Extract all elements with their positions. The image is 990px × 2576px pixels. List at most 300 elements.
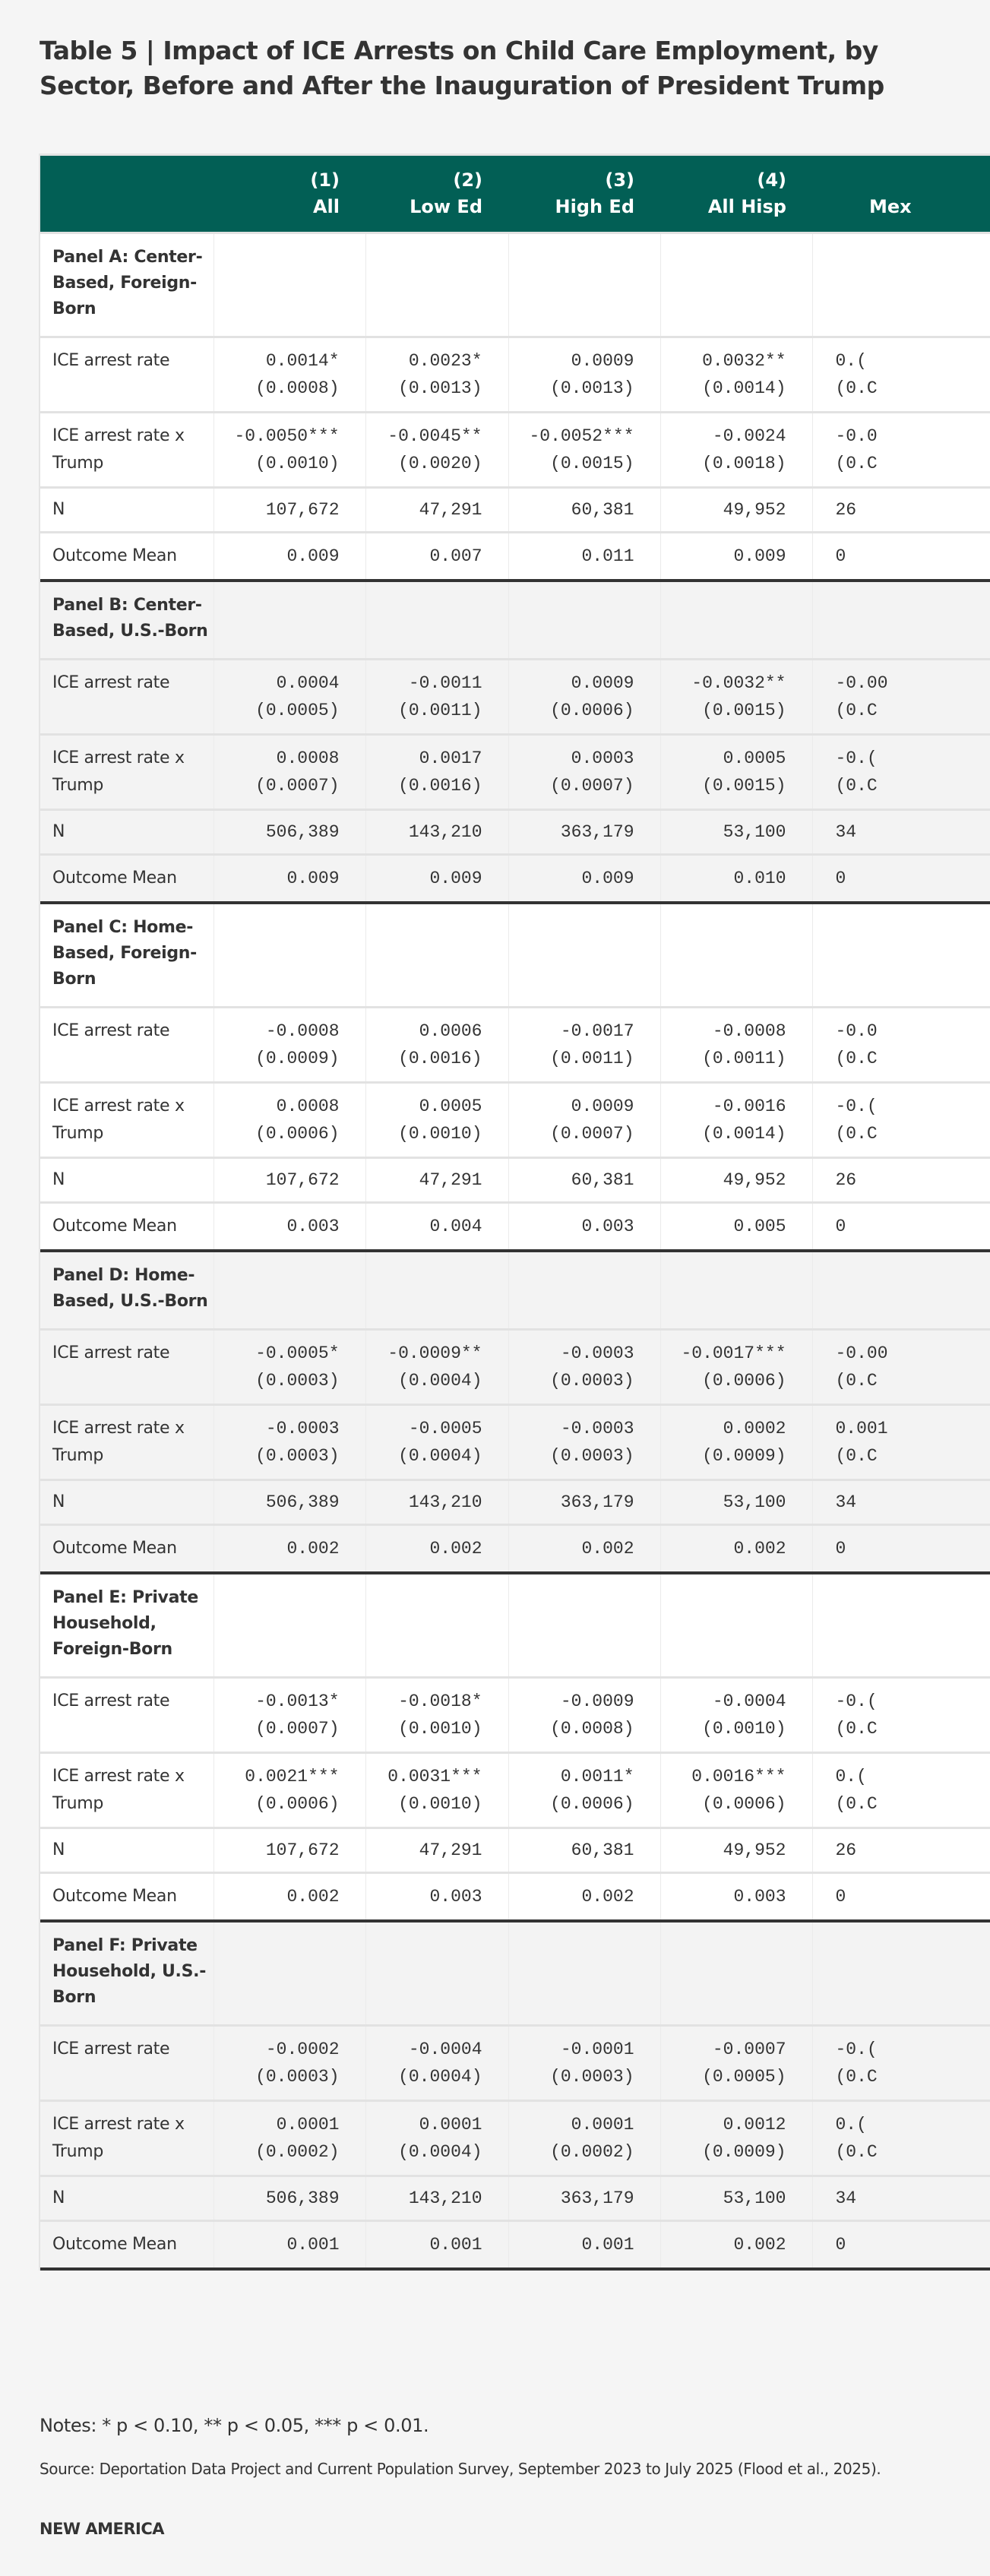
- outcome-mean-cell: 0.009: [508, 855, 660, 903]
- coefficient-value: 0.0002: [723, 1419, 786, 1438]
- table-row-ice-trump: [40, 1405, 990, 1480]
- empty-cell: [660, 581, 812, 660]
- coefficient-cell: [213, 1753, 365, 1828]
- outcome-mean-cell: 0: [812, 1203, 990, 1252]
- standard-error-value: (0.0003): [255, 1371, 340, 1391]
- row-label: ICE arrest rate x Trump: [40, 1083, 213, 1158]
- standard-error-value: (0.0009): [255, 1049, 340, 1068]
- coefficient-value: -0.0008: [265, 1021, 340, 1041]
- coefficient-cell: [213, 337, 365, 413]
- standard-error-value: (0.0016): [398, 1049, 482, 1068]
- sample-size-cell: 363,179: [508, 1480, 660, 1525]
- sample-size-cell: 26: [812, 1158, 990, 1203]
- outcome-mean-cell: 0.003: [365, 1873, 508, 1922]
- coefficient-value: -0.0003: [265, 1419, 340, 1438]
- standard-error-value: (0.0003): [255, 1446, 340, 1466]
- coefficient-value: 0.0023*: [408, 351, 482, 371]
- coefficient-value: 0.(: [835, 351, 867, 371]
- coefficient-value: -0.0005*: [255, 1343, 340, 1363]
- coefficient-value: -0.0009**: [387, 1343, 482, 1363]
- coefficient-value: 0.0031***: [387, 1767, 482, 1786]
- coefficient-value: 0.0021***: [245, 1767, 340, 1786]
- coefficient-cell: [365, 2026, 508, 2101]
- empty-cell: [508, 1921, 660, 2026]
- empty-cell: [365, 1251, 508, 1330]
- empty-cell: [213, 1573, 365, 1678]
- standard-error-value: (0.0002): [550, 2142, 634, 2162]
- coefficient-cell: [508, 1678, 660, 1753]
- outcome-mean-cell: 0.002: [660, 1525, 812, 1574]
- outcome-mean-cell: 0.003: [660, 1873, 812, 1922]
- standard-error-value: (0.0010): [702, 1719, 786, 1739]
- panel-header-row: [40, 1921, 990, 2026]
- coefficient-value: -0.(: [835, 1097, 878, 1116]
- row-label: ICE arrest rate x Trump: [40, 413, 213, 488]
- standard-error-value: (0.C: [835, 1371, 878, 1391]
- results-table-container[interactable]: [39, 153, 912, 2271]
- standard-error-value: (0.0006): [702, 1371, 786, 1391]
- coefficient-cell: [812, 1083, 990, 1158]
- table-row-ice: [40, 2026, 990, 2101]
- outcome-mean-cell: 0: [812, 1873, 990, 1922]
- empty-cell: [508, 581, 660, 660]
- standard-error-value: (0.C: [835, 776, 878, 796]
- row-label: ICE arrest rate: [40, 337, 213, 413]
- coefficient-cell: [660, 337, 812, 413]
- coefficient-cell: [812, 1405, 990, 1480]
- coefficient-cell: [213, 660, 365, 735]
- table-row-n: [40, 1480, 990, 1525]
- coefficient-value: -0.00: [835, 1343, 888, 1363]
- sample-size-cell: 60,381: [508, 488, 660, 533]
- sample-size-cell: 363,179: [508, 810, 660, 855]
- coefficient-value: -0.0016: [712, 1097, 786, 1116]
- coefficient-value: 0.0016***: [691, 1767, 786, 1786]
- coefficient-cell: [213, 2101, 365, 2176]
- outcome-mean-cell: 0: [812, 1525, 990, 1574]
- coefficient-cell: [812, 735, 990, 810]
- standard-error-value: (0.0004): [398, 2142, 482, 2162]
- table-row-n: [40, 488, 990, 533]
- standard-error-value: (0.0006): [255, 1124, 340, 1144]
- coefficient-value: 0.(: [835, 1767, 867, 1786]
- coefficient-cell: [213, 1330, 365, 1405]
- outcome-mean-cell: 0.007: [365, 533, 508, 581]
- coefficient-cell: [812, 1753, 990, 1828]
- coefficient-value: -0.0017: [560, 1021, 634, 1041]
- table-row-outcome-mean: [40, 855, 990, 903]
- coefficient-value: -0.0011: [408, 673, 482, 693]
- table-row-outcome-mean: [40, 1203, 990, 1252]
- row-label: Outcome Mean: [40, 2221, 213, 2270]
- row-label: N: [40, 1480, 213, 1525]
- coefficient-cell: [812, 660, 990, 735]
- coefficient-cell: [508, 1405, 660, 1480]
- coefficient-value: -0.0017***: [681, 1343, 786, 1363]
- standard-error-value: (0.C: [835, 1446, 878, 1466]
- coefficient-cell: [365, 1083, 508, 1158]
- standard-error-value: (0.C: [835, 1794, 878, 1814]
- standard-error-value: (0.0020): [398, 454, 482, 473]
- standard-error-value: (0.0006): [255, 1794, 340, 1814]
- coefficient-value: 0.0014*: [265, 351, 340, 371]
- coefficient-value: 0.0012: [723, 2115, 786, 2135]
- sample-size-cell: 143,210: [365, 810, 508, 855]
- coefficient-cell: [365, 337, 508, 413]
- coefficient-cell: [660, 2026, 812, 2101]
- standard-error-value: (0.0007): [550, 1124, 634, 1144]
- coefficient-value: -0.(: [835, 2040, 878, 2059]
- coefficient-cell: [365, 660, 508, 735]
- table-row-ice: [40, 1330, 990, 1405]
- outcome-mean-cell: 0.002: [660, 2221, 812, 2270]
- coefficient-value: 0.0005: [419, 1097, 482, 1116]
- sample-size-cell: 26: [812, 488, 990, 533]
- row-label: N: [40, 1828, 213, 1873]
- standard-error-value: (0.0007): [255, 1719, 340, 1739]
- coefficient-cell: [812, 337, 990, 413]
- empty-cell: [365, 1573, 508, 1678]
- outcome-mean-cell: 0.003: [213, 1203, 365, 1252]
- coefficient-cell: [365, 1753, 508, 1828]
- coefficient-cell: [660, 735, 812, 810]
- standard-error-value: (0.0011): [550, 1049, 634, 1068]
- empty-cell: [660, 903, 812, 1008]
- coefficient-value: -0.0004: [408, 2040, 482, 2059]
- coefficient-cell: [812, 413, 990, 488]
- table-row-ice-trump: [40, 735, 990, 810]
- coefficient-value: 0.0009: [571, 1097, 634, 1116]
- coefficient-value: 0.0008: [276, 748, 340, 768]
- coefficient-cell: [508, 2026, 660, 2101]
- sample-size-cell: 53,100: [660, 810, 812, 855]
- outcome-mean-cell: 0.002: [213, 1525, 365, 1574]
- outcome-mean-cell: 0.002: [213, 1873, 365, 1922]
- column-header-empty: [40, 155, 213, 233]
- outcome-mean-cell: 0.004: [365, 1203, 508, 1252]
- sample-size-cell: 60,381: [508, 1828, 660, 1873]
- panel-label: Panel F: Private Household, U.S.-Born: [40, 1921, 213, 2026]
- coefficient-cell: [508, 1083, 660, 1158]
- coefficient-value: -0.0045**: [387, 426, 482, 446]
- outcome-mean-cell: 0.001: [365, 2221, 508, 2270]
- table-row-ice: [40, 1008, 990, 1083]
- coefficient-cell: [812, 1008, 990, 1083]
- coefficient-value: -0.0018*: [398, 1691, 482, 1711]
- panel-header-row: [40, 233, 990, 337]
- coefficient-cell: [660, 1008, 812, 1083]
- outcome-mean-cell: 0.002: [365, 1525, 508, 1574]
- standard-error-value: (0.0015): [702, 776, 786, 796]
- coefficient-value: -0.0003: [560, 1419, 634, 1438]
- sample-size-cell: 47,291: [365, 488, 508, 533]
- sample-size-cell: 506,389: [213, 2176, 365, 2221]
- coefficient-value: -0.0001: [560, 2040, 634, 2059]
- coefficient-value: -0.0002: [265, 2040, 340, 2059]
- standard-error-value: (0.0004): [398, 1371, 482, 1391]
- standard-error-value: (0.0010): [398, 1794, 482, 1814]
- standard-error-value: (0.C: [835, 1124, 878, 1144]
- standard-error-value: (0.0003): [255, 2067, 340, 2087]
- coefficient-cell: [812, 2101, 990, 2176]
- coefficient-value: 0.0032**: [702, 351, 786, 371]
- row-label: Outcome Mean: [40, 1203, 213, 1252]
- standard-error-value: (0.0013): [550, 378, 634, 398]
- sample-size-cell: 34: [812, 1480, 990, 1525]
- coefficient-cell: [660, 2101, 812, 2176]
- row-label: ICE arrest rate: [40, 660, 213, 735]
- coefficient-value: 0.001: [835, 1419, 888, 1438]
- coefficient-cell: [213, 413, 365, 488]
- coefficient-value: -0.0052***: [529, 426, 634, 446]
- row-label: ICE arrest rate: [40, 1678, 213, 1753]
- table-row-ice-trump: [40, 1083, 990, 1158]
- empty-cell: [812, 903, 990, 1008]
- coefficient-cell: [660, 1330, 812, 1405]
- table-row-n: [40, 2176, 990, 2221]
- sample-size-cell: 107,672: [213, 1158, 365, 1203]
- coefficient-value: 0.0011*: [560, 1767, 634, 1786]
- coefficient-value: 0.0005: [723, 748, 786, 768]
- coefficient-cell: [660, 1678, 812, 1753]
- coefficient-value: -0.0013*: [255, 1691, 340, 1711]
- coefficient-value: -0.0: [835, 1021, 878, 1041]
- coefficient-cell: [508, 1330, 660, 1405]
- sample-size-cell: 26: [812, 1828, 990, 1873]
- row-label: Outcome Mean: [40, 533, 213, 581]
- column-header: (3) High Ed: [508, 155, 660, 233]
- empty-cell: [213, 581, 365, 660]
- standard-error-value: (0.0010): [398, 1124, 482, 1144]
- sample-size-cell: 60,381: [508, 1158, 660, 1203]
- standard-error-value: (0.0010): [398, 1719, 482, 1739]
- coefficient-value: -0.0008: [712, 1021, 786, 1041]
- table-row-ice: [40, 1678, 990, 1753]
- coefficient-cell: [213, 1008, 365, 1083]
- sample-size-cell: 49,952: [660, 1828, 812, 1873]
- coefficient-value: -0.0050***: [234, 426, 340, 446]
- standard-error-value: (0.0007): [550, 776, 634, 796]
- coefficient-value: 0.0006: [419, 1021, 482, 1041]
- table-row-ice-trump: [40, 2101, 990, 2176]
- standard-error-value: (0.0004): [398, 1446, 482, 1466]
- coefficient-cell: [365, 1008, 508, 1083]
- panel-label: Panel E: Private Household, Foreign-Born: [40, 1573, 213, 1678]
- panel-header-row: [40, 903, 990, 1008]
- outcome-mean-cell: 0.002: [508, 1873, 660, 1922]
- coefficient-cell: [508, 2101, 660, 2176]
- outcome-mean-cell: 0: [812, 855, 990, 903]
- coefficient-cell: [508, 1008, 660, 1083]
- coefficient-cell: [812, 1330, 990, 1405]
- coefficient-value: -0.0004: [712, 1691, 786, 1711]
- table-row-n: [40, 810, 990, 855]
- sample-size-cell: 143,210: [365, 1480, 508, 1525]
- coefficient-value: 0.0009: [571, 673, 634, 693]
- standard-error-value: (0.C: [835, 2142, 878, 2162]
- coefficient-cell: [660, 413, 812, 488]
- empty-cell: [508, 1573, 660, 1678]
- empty-cell: [213, 1251, 365, 1330]
- row-label: ICE arrest rate x Trump: [40, 735, 213, 810]
- coefficient-cell: [365, 1405, 508, 1480]
- coefficient-value: -0.(: [835, 1691, 878, 1711]
- panel-label: Panel B: Center-Based, U.S.-Born: [40, 581, 213, 660]
- table-row-outcome-mean: [40, 1525, 990, 1574]
- coefficient-cell: [213, 2026, 365, 2101]
- sample-size-cell: 53,100: [660, 2176, 812, 2221]
- standard-error-value: (0.C: [835, 2067, 878, 2087]
- sample-size-cell: 34: [812, 810, 990, 855]
- table-row-outcome-mean: [40, 1873, 990, 1922]
- standard-error-value: (0.0003): [550, 1371, 634, 1391]
- empty-cell: [365, 903, 508, 1008]
- table-row-n: [40, 1828, 990, 1873]
- column-header: (1) All: [213, 155, 365, 233]
- empty-cell: [365, 581, 508, 660]
- sample-size-cell: 53,100: [660, 1480, 812, 1525]
- table-row-outcome-mean: [40, 533, 990, 581]
- outcome-mean-cell: 0.001: [508, 2221, 660, 2270]
- outcome-mean-cell: 0.002: [508, 1525, 660, 1574]
- table-row-outcome-mean: [40, 2221, 990, 2270]
- standard-error-value: (0.C: [835, 378, 878, 398]
- standard-error-value: (0.C: [835, 1719, 878, 1739]
- coefficient-value: -0.0032**: [691, 673, 786, 693]
- empty-cell: [508, 1251, 660, 1330]
- table-row-ice: [40, 660, 990, 735]
- table-title: Table 5 | Impact of ICE Arrests on Child Care Employment, by Sector, Before and After the Inauguration of President Trump: [40, 36, 884, 100]
- standard-error-value: (0.0008): [550, 1719, 634, 1739]
- standard-error-value: (0.0015): [702, 701, 786, 720]
- coefficient-value: 0.0008: [276, 1097, 340, 1116]
- row-label: N: [40, 2176, 213, 2221]
- outcome-mean-cell: 0.009: [660, 533, 812, 581]
- coefficient-cell: [660, 1083, 812, 1158]
- outcome-mean-cell: 0: [812, 533, 990, 581]
- outcome-mean-cell: 0.010: [660, 855, 812, 903]
- empty-cell: [660, 233, 812, 337]
- coefficient-value: -0.0003: [560, 1343, 634, 1363]
- coefficient-value: -0.0005: [408, 1419, 482, 1438]
- panel-header-row: [40, 1573, 990, 1678]
- coefficient-value: 0.0003: [571, 748, 634, 768]
- coefficient-cell: [213, 1083, 365, 1158]
- standard-error-value: (0.C: [835, 454, 878, 473]
- brand-logo: NEW AMERICA: [40, 2520, 165, 2538]
- table-row-ice-trump: [40, 413, 990, 488]
- row-label: ICE arrest rate: [40, 2026, 213, 2101]
- coefficient-value: -0.0009: [560, 1691, 634, 1711]
- sample-size-cell: 47,291: [365, 1158, 508, 1203]
- standard-error-value: (0.0015): [550, 454, 634, 473]
- coefficient-value: 0.(: [835, 2115, 867, 2135]
- outcome-mean-cell: 0.001: [213, 2221, 365, 2270]
- coefficient-cell: [508, 660, 660, 735]
- panel-header-row: [40, 1251, 990, 1330]
- coefficient-cell: [213, 1405, 365, 1480]
- sample-size-cell: 363,179: [508, 2176, 660, 2221]
- standard-error-value: (0.0003): [550, 1446, 634, 1466]
- row-label: ICE arrest rate x Trump: [40, 2101, 213, 2176]
- standard-error-value: (0.0009): [702, 2142, 786, 2162]
- standard-error-value: (0.0006): [702, 1794, 786, 1814]
- sample-size-cell: 49,952: [660, 488, 812, 533]
- outcome-mean-cell: 0.003: [508, 1203, 660, 1252]
- outcome-mean-cell: 0.009: [213, 855, 365, 903]
- sample-size-cell: 49,952: [660, 1158, 812, 1203]
- row-label: ICE arrest rate x Trump: [40, 1753, 213, 1828]
- row-label: Outcome Mean: [40, 855, 213, 903]
- coefficient-value: -0.00: [835, 673, 888, 693]
- standard-error-value: (0.C: [835, 1049, 878, 1068]
- sample-size-cell: 143,210: [365, 2176, 508, 2221]
- standard-error-value: (0.0018): [702, 454, 786, 473]
- sample-size-cell: 47,291: [365, 1828, 508, 1873]
- coefficient-value: -0.0007: [712, 2040, 786, 2059]
- row-label: N: [40, 810, 213, 855]
- coefficient-cell: [660, 1753, 812, 1828]
- coefficient-cell: [508, 735, 660, 810]
- standard-error-value: (0.0014): [702, 1124, 786, 1144]
- coefficient-value: 0.0001: [419, 2115, 482, 2135]
- standard-error-value: (0.0013): [398, 378, 482, 398]
- coefficient-value: 0.0004: [276, 673, 340, 693]
- coefficient-cell: [365, 735, 508, 810]
- row-label: Outcome Mean: [40, 1873, 213, 1922]
- sample-size-cell: 506,389: [213, 1480, 365, 1525]
- coefficient-value: 0.0001: [276, 2115, 340, 2135]
- coefficient-cell: [508, 337, 660, 413]
- outcome-mean-cell: 0.011: [508, 533, 660, 581]
- standard-error-value: (0.0011): [398, 701, 482, 720]
- standard-error-value: (0.0005): [702, 2067, 786, 2087]
- standard-error-value: (0.0014): [702, 378, 786, 398]
- coefficient-cell: [508, 413, 660, 488]
- table-source: Source: Deportation Data Project and Current Population Survey, September 2023 to July 2025 (Flood et al., 2025).: [40, 2460, 881, 2478]
- table-notes: Notes: * p < 0.10, ** p < 0.05, *** p < 0.01.: [40, 2415, 429, 2436]
- empty-cell: [213, 1921, 365, 2026]
- empty-cell: [660, 1251, 812, 1330]
- row-label: N: [40, 488, 213, 533]
- empty-cell: [365, 1921, 508, 2026]
- panel-label: Panel C: Home-Based, Foreign-Born: [40, 903, 213, 1008]
- coefficient-cell: [660, 1405, 812, 1480]
- table-row-ice-trump: [40, 1753, 990, 1828]
- empty-cell: [508, 233, 660, 337]
- row-label: ICE arrest rate: [40, 1008, 213, 1083]
- empty-cell: [508, 903, 660, 1008]
- empty-cell: [660, 1921, 812, 2026]
- empty-cell: [365, 233, 508, 337]
- outcome-mean-cell: 0: [812, 2221, 990, 2270]
- standard-error-value: (0.0003): [550, 2067, 634, 2087]
- outcome-mean-cell: 0.005: [660, 1203, 812, 1252]
- row-label: ICE arrest rate x Trump: [40, 1405, 213, 1480]
- standard-error-value: (0.0007): [255, 776, 340, 796]
- empty-cell: [213, 233, 365, 337]
- empty-cell: [812, 233, 990, 337]
- table-row-ice: [40, 337, 990, 413]
- table-row-n: [40, 1158, 990, 1203]
- coefficient-cell: [213, 1678, 365, 1753]
- sample-size-cell: 107,672: [213, 1828, 365, 1873]
- row-label: N: [40, 1158, 213, 1203]
- sample-size-cell: 107,672: [213, 488, 365, 533]
- coefficient-cell: [660, 660, 812, 735]
- coefficient-cell: [812, 1678, 990, 1753]
- standard-error-value: (0.0009): [702, 1446, 786, 1466]
